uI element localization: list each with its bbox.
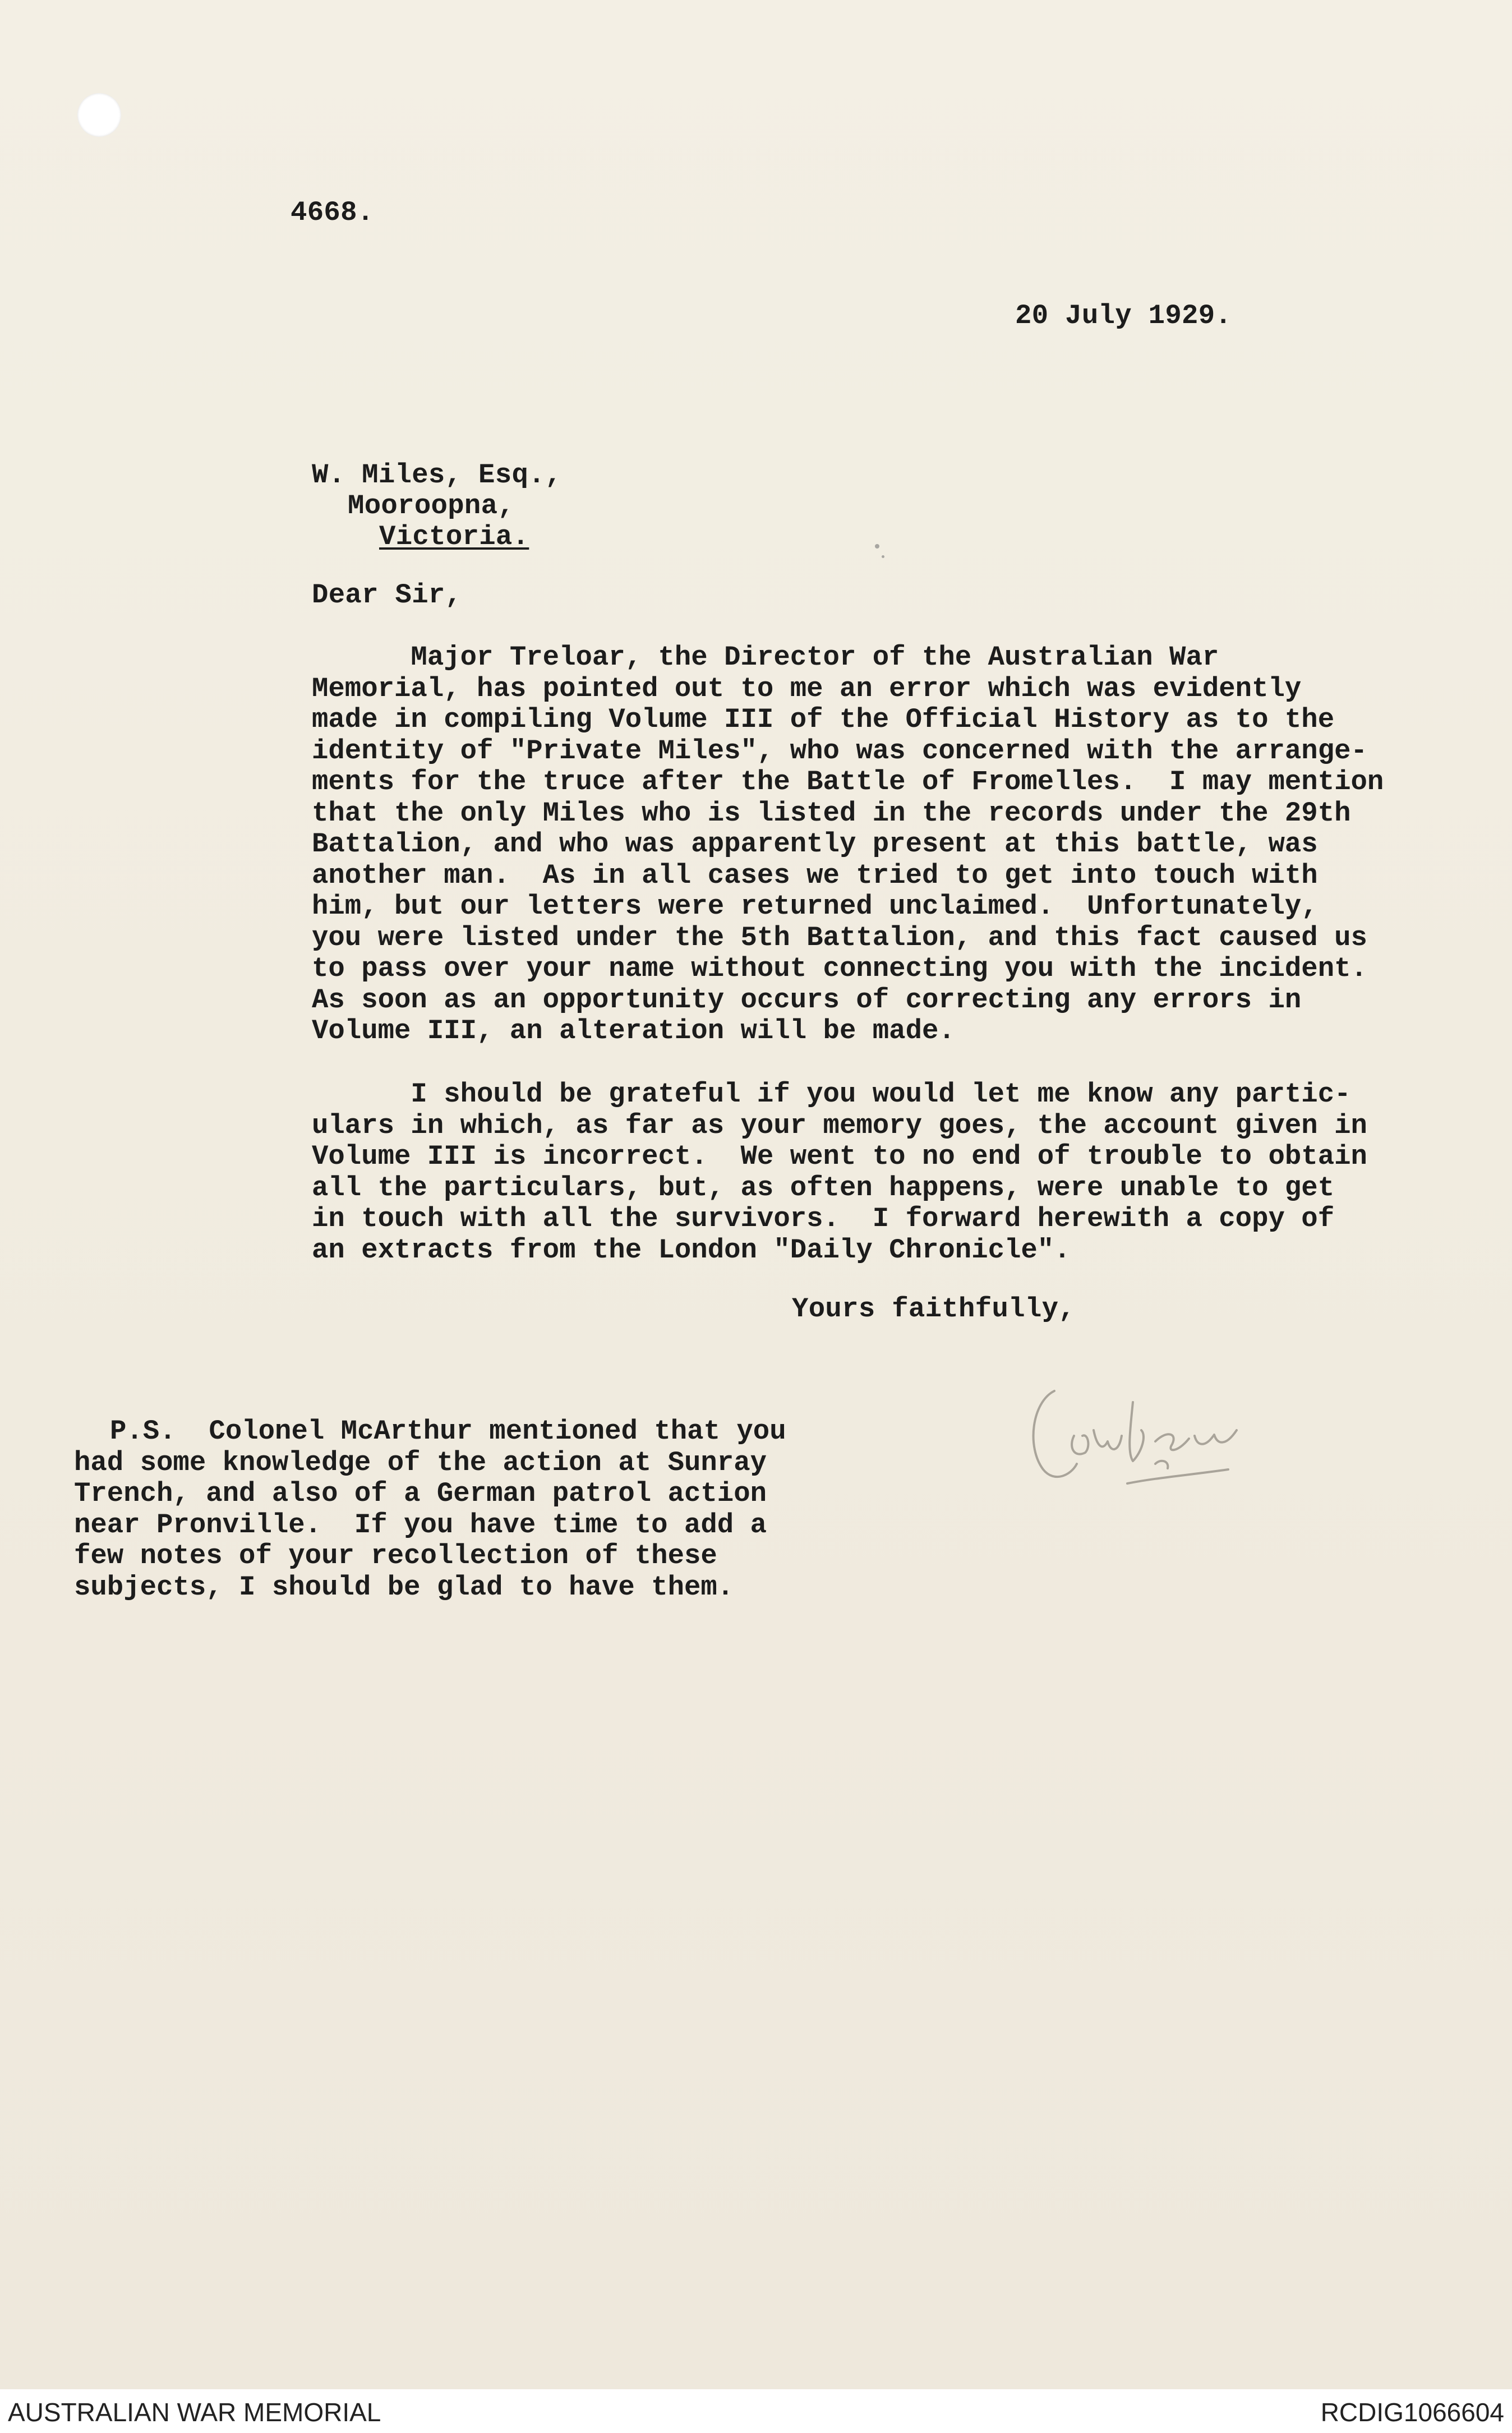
postscript-line: few notes of your recollection of these	[74, 1540, 717, 1572]
recipient-state: Victoria.	[379, 521, 529, 552]
paper-speck	[875, 544, 879, 549]
body-line: all the particulars, but, as often happens, were unable to get	[312, 1172, 1335, 1204]
body-line: in touch with all the survivors. I forward herewith a copy of	[312, 1203, 1335, 1234]
body-line: As soon as an opportunity occurs of correcting any errors in	[312, 984, 1302, 1016]
body-line: him, but our letters were returned unclaimed. Unfortunately,	[312, 891, 1318, 922]
body-line: another man. As in all cases we tried to get into touch with	[312, 859, 1318, 891]
closing: Yours faithfully,	[792, 1293, 1075, 1325]
body-paragraph-1	[312, 642, 1384, 1047]
postscript-line: Trench, and also of a German patrol action	[74, 1478, 767, 1509]
paper-speck	[882, 555, 884, 558]
handwritten-signature	[1021, 1368, 1279, 1503]
body-line: Volume III, an alteration will be made.	[312, 1015, 955, 1047]
body-paragraph-2	[312, 1079, 1367, 1266]
body-line: I should be grateful if you would let me know any partic-	[312, 1079, 1351, 1110]
body-line: that the only Miles who is listed in the records under the 29th	[312, 797, 1351, 829]
body-line: Memorial, has pointed out to me an error which was evidently	[312, 672, 1302, 704]
reference-number: 4668.	[291, 197, 374, 228]
footer-institution: AUSTRALIAN WAR MEMORIAL	[8, 2398, 381, 2427]
body-line: an extracts from the London "Daily Chronicle".	[312, 1234, 1071, 1266]
body-line: made in compiling Volume III of the Official History as to the	[312, 704, 1335, 735]
body-line: Major Treloar, the Director of the Australian War	[312, 642, 1219, 673]
body-line: Volume III is incorrect. We went to no end of trouble to obtain	[312, 1141, 1367, 1172]
postscript-line: near Pronville. If you have time to add a	[74, 1509, 767, 1541]
postscript-line: subjects, I should be glad to have them.	[74, 1571, 734, 1603]
postscript-line: had some knowledge of the action at Sunray	[74, 1446, 767, 1478]
recipient-name: W. Miles, Esq.,	[312, 459, 562, 491]
recipient-town: Mooroopna,	[348, 490, 515, 522]
archive-footer	[0, 2389, 1512, 2433]
letter-date: 20 July 1929.	[1015, 300, 1232, 331]
body-line: ulars in which, as far as your memory goes, the account given in	[312, 1109, 1367, 1141]
punch-hole	[77, 93, 121, 137]
footer-record-id: RCDIG1066604	[1320, 2398, 1504, 2427]
body-line: you were listed under the 5th Battalion, and this fact caused us	[312, 921, 1367, 953]
body-line: identity of "Private Miles", who was concerned with the arrange-	[312, 735, 1367, 767]
salutation: Dear Sir,	[312, 579, 462, 611]
body-line: Battalion, and who was apparently present at this battle, was	[312, 828, 1318, 860]
body-line: to pass over your name without connecting you with the incident.	[312, 953, 1367, 984]
postscript	[74, 1416, 786, 1603]
body-line: ments for the truce after the Battle of Fromelles. I may mention	[312, 766, 1384, 798]
postscript-line: P.S. Colonel McArthur mentioned that you	[110, 1416, 786, 1447]
